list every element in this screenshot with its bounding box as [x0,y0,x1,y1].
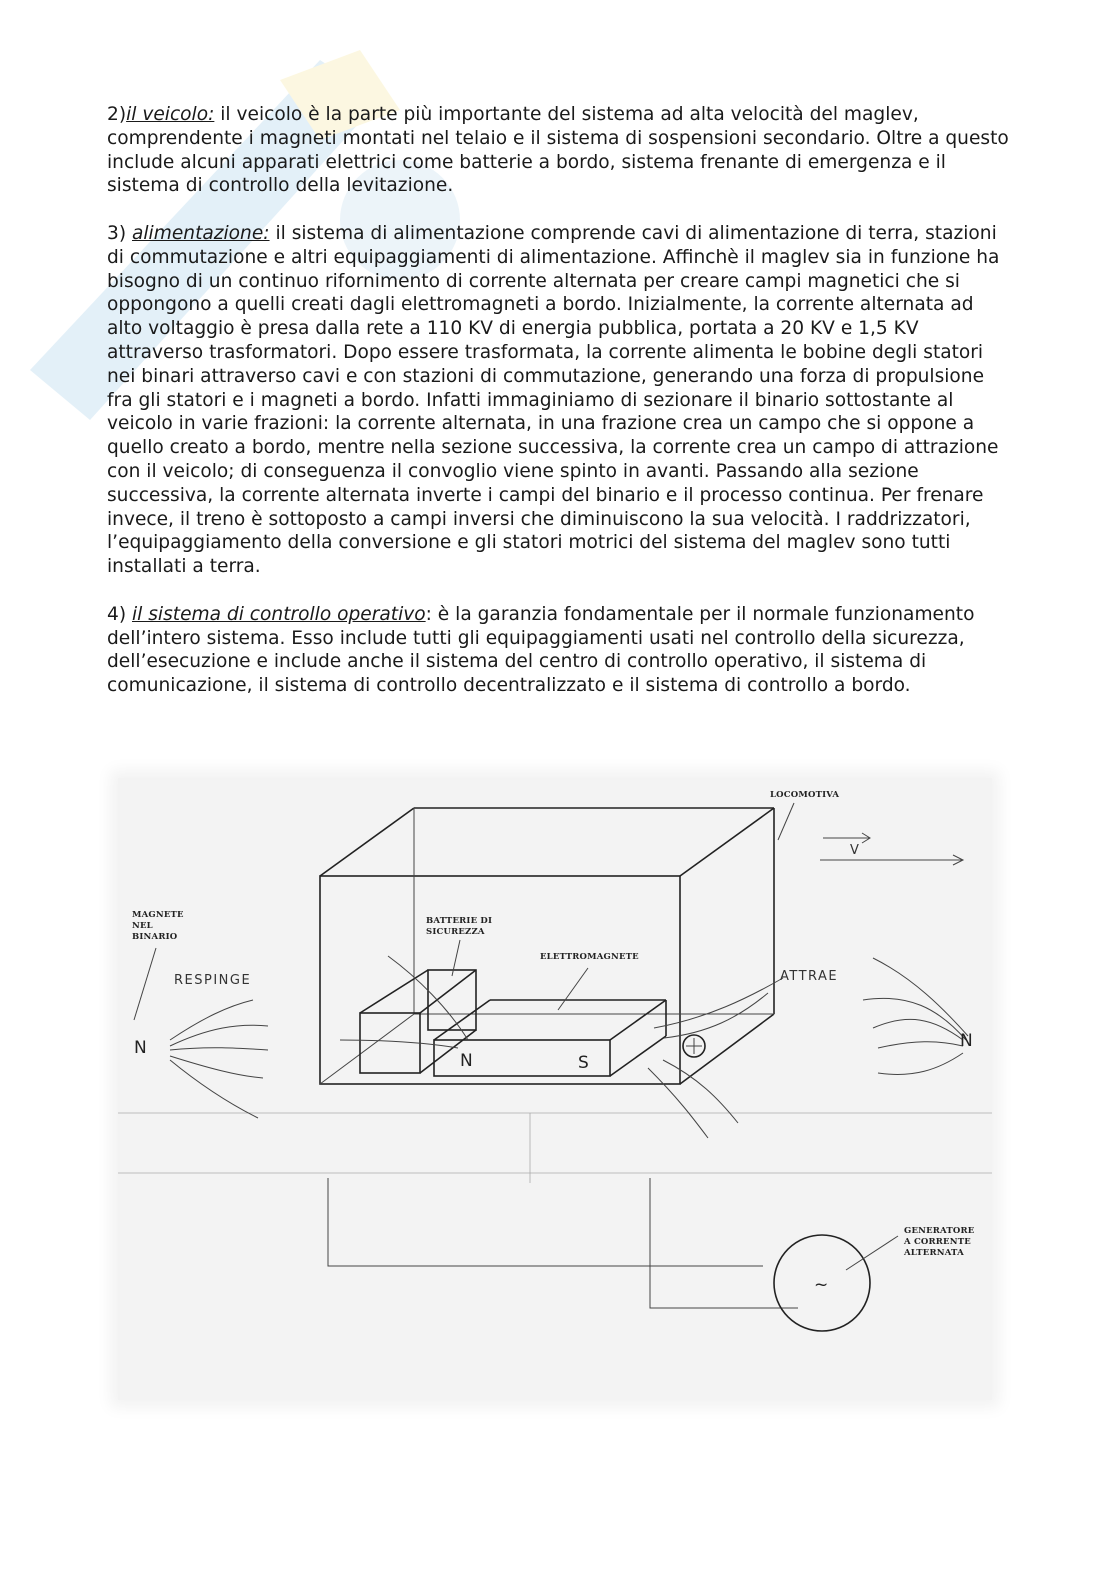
keyword-controllo: il sistema di controllo operativo [132,603,426,625]
magnete-label-line2: NEL [132,921,153,931]
elettromagnete-label: ELETTROMAGNETE [540,952,639,962]
generatore-label-line1: GENERATORE [904,1226,975,1236]
generatore-label-line3: ALTERNATA [904,1248,964,1258]
velocity-label: V [850,843,861,858]
keyword-veicolo: il veicolo: [126,104,215,125]
paragraph-alimentazione [107,222,1012,579]
magnet-north-pole: N [460,1051,473,1071]
respinge-label: RESPINGE [174,973,252,988]
paragraph-body: : è la garanzia fondamentale per il normale funzionamento dell’intero sistema. Esso include tutti gli equipaggiamenti usati nel controllo della sicurezza, dell’esecuzione e include anche il sistema del centro di controllo operativo, il sistema di comunicazione, il sistema di controllo decentralizzato e il sistema di controllo a bordo. [107,603,975,697]
velocity-arrow [820,833,963,865]
paragraph-number: 3) [107,222,132,244]
keyword-alimentazione: alimentazione: [132,222,270,244]
body-text [107,103,1012,722]
field-lines [170,956,968,1138]
paragraph-number: 4) [107,603,132,625]
paragraph-body: il sistema di alimentazione comprende cavi di alimentazione di terra, stazioni di commutazione e altri equipaggiamenti di alimentazione. Affinchè il maglev sia in funzione ha bisogno di un continuo rifornimento di corrente alternata per creare campi magnetici che si oppongono a quelli creati dagli elettromagneti a bordo. Inizialmente, la corrente alternata ad alto voltaggio è presa dalla rete a 110 KV di energia pubblica, portata a 20 KV e 1,5 KV attraverso trasformatori. Dopo essere trasformata, la corrente alimenta le bobine degli statori nei binari attraverso cavi e con stazioni di commutazione, generando una forza di propulsione fra gli statori e i magneti a bordo. Infatti immaginiamo di sezionare il binario sottostante al veicolo in varie frazioni: la corrente alternata, in una frazione crea un campo che si oppone a quello creato a bordo, mentre nella sezione successiva, la corrente crea un campo di attrazione con il veicolo; di conseguenza il convoglio viene spinto in avanti. Passando alla sezione successiva, la corrente alternata inverte i campi del binario e il processo continua. Per frenare invece, il treno è sottoposto a campi inversi che diminuiscono la sua velocità. I raddrizzatori, l’equipaggiamento della conversione e gli statori motrici del sistema del maglev sono tutti installati a terra. [107,222,1000,578]
maglev-diagram-svg [118,778,992,1400]
attrae-label: ATTRAE [780,969,839,984]
circuit-wires [328,1178,898,1331]
paragraph-number: 2) [107,104,127,125]
north-pole-left: N [134,1038,147,1058]
magnete-label-line3: BINARIO [132,932,178,942]
locomotive-box [320,808,774,1084]
generatore-label-line2: A CORRENTE [904,1237,971,1247]
magnet-south-pole: S [578,1053,589,1073]
north-pole-right: N [960,1031,973,1051]
paragraph-controllo [107,603,1012,698]
magnete-label-line1: MAGNETE [132,910,184,920]
ac-symbol-icon: ~ [814,1275,829,1295]
batterie-label-line2: SICUREZZA [426,927,485,937]
locomotiva-label: LOCOMOTIVA [770,790,840,800]
maglev-diagram [118,778,992,1400]
batterie-label-line1: BATTERIE DI [426,916,493,926]
paragraph-body: il veicolo è la parte più importante del sistema ad alta velocità del maglev, comprendente i magneti montati nel telaio e il sistema di sospensioni secondario. Oltre a questo include alcuni apparati elettrici come batterie a bordo, sistema frenante di emergenza e il sistema di controllo della levitazione. [107,104,1009,197]
paragraph-veicolo [107,103,1012,198]
